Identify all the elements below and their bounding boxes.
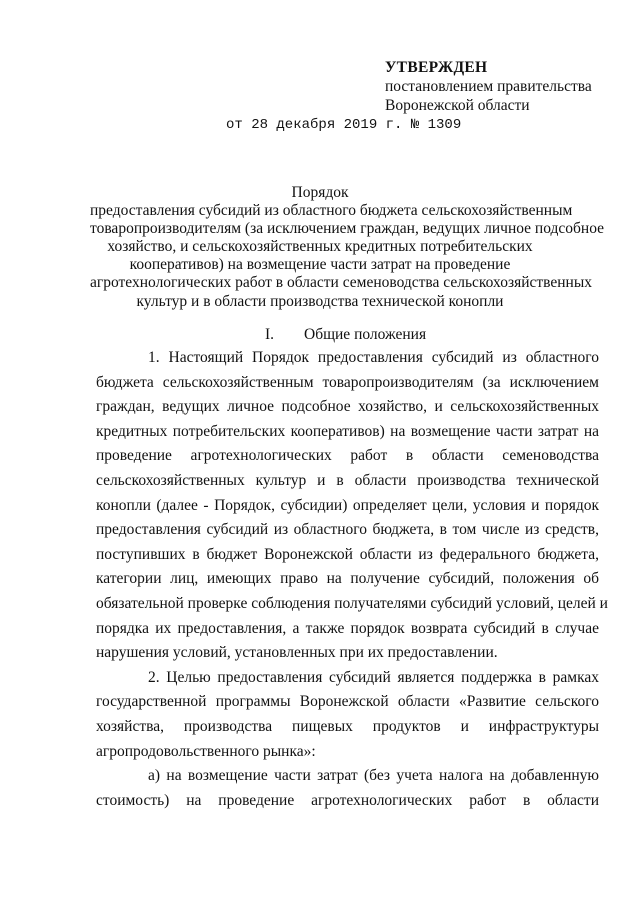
paragraph-line: 2. Целью предоставления субсидий является поддержка в рамках xyxy=(148,668,599,686)
paragraph-line: хозяйства, производства пищевых продуктов и инфраструктуры xyxy=(96,717,599,735)
title-line: кооперативов) на возмещение части затрат на проведение xyxy=(129,256,511,274)
title-line: Порядок xyxy=(291,184,349,201)
paragraph-line: сельскохозяйственных культур и в области производства технической xyxy=(96,471,599,489)
paragraph-line: граждан, ведущих личное подсобное хозяйство, и сельскохозяйственных xyxy=(96,398,599,416)
paragraph-line: 1. Настоящий Порядок предоставления субсидий из областного xyxy=(148,349,599,366)
paragraph-line: конопли (далее - Порядок, субсидии) определяет цели, условия и порядок xyxy=(96,496,599,514)
section-name: Общие положения xyxy=(304,326,427,343)
title-line: агротехнологических работ в области семеноводства сельскохозяйственных xyxy=(90,274,593,292)
document-title xyxy=(90,184,605,311)
decree-date-number: от 28 декабря 2019 г. № 1309 xyxy=(226,117,462,133)
title-line: предоставления субсидий из областного бюджета сельскохозяйственным xyxy=(90,202,573,220)
paragraph-line: категории лиц, имеющих право на получение субсидий, положения об xyxy=(96,570,599,588)
document-body xyxy=(96,346,608,813)
approval-stamp xyxy=(385,58,592,115)
paragraph-line: нарушения условий, установленных при их предоставлении. xyxy=(96,644,498,662)
approval-region: Воронежской области xyxy=(385,97,530,114)
paragraph-line: порядка их предоставления, а также порядок возврата субсидий в случае xyxy=(96,619,599,637)
paragraph-line: стоимость) на проведение агротехнологических работ в области xyxy=(96,791,599,809)
title-line: хозяйство, и сельскохозяйственных кредитных потребительских xyxy=(107,238,533,256)
title-line: культур и в области производства технической конопли xyxy=(136,292,504,310)
paragraph-line: кредитных потребительских кооперативов) на возмещение части затрат на xyxy=(96,422,599,440)
paragraph-line: обязательной проверке соблюдения получателями субсидий условий, целей и xyxy=(96,594,608,612)
paragraph-line: а) на возмещение части затрат (без учета налога на добавленную xyxy=(148,767,599,785)
approval-heading: УТВЕРЖДЕН xyxy=(385,59,488,76)
paragraph-line: бюджета сельскохозяйственным товаропроизводителям (за исключением xyxy=(96,373,599,391)
paragraph-line: агропродовольственного рынка»: xyxy=(96,742,316,760)
paragraph-line: поступивших в бюджет Воронежской области из федерального бюджета, xyxy=(96,545,599,563)
paragraph-line: проведение агротехнологических работ в области семеноводства xyxy=(96,447,599,465)
paragraph-line: государственной программы Воронежской области «Развитие сельского xyxy=(96,693,599,711)
title-line: товаропроизводителям (за исключением граждан, ведущих личное подсобное xyxy=(90,220,605,238)
paragraph-line: предоставления субсидий из областного бюджета, в том числе из средств, xyxy=(96,521,599,539)
section-number: I. xyxy=(265,326,275,343)
approval-authority: постановлением правительства xyxy=(385,78,592,95)
